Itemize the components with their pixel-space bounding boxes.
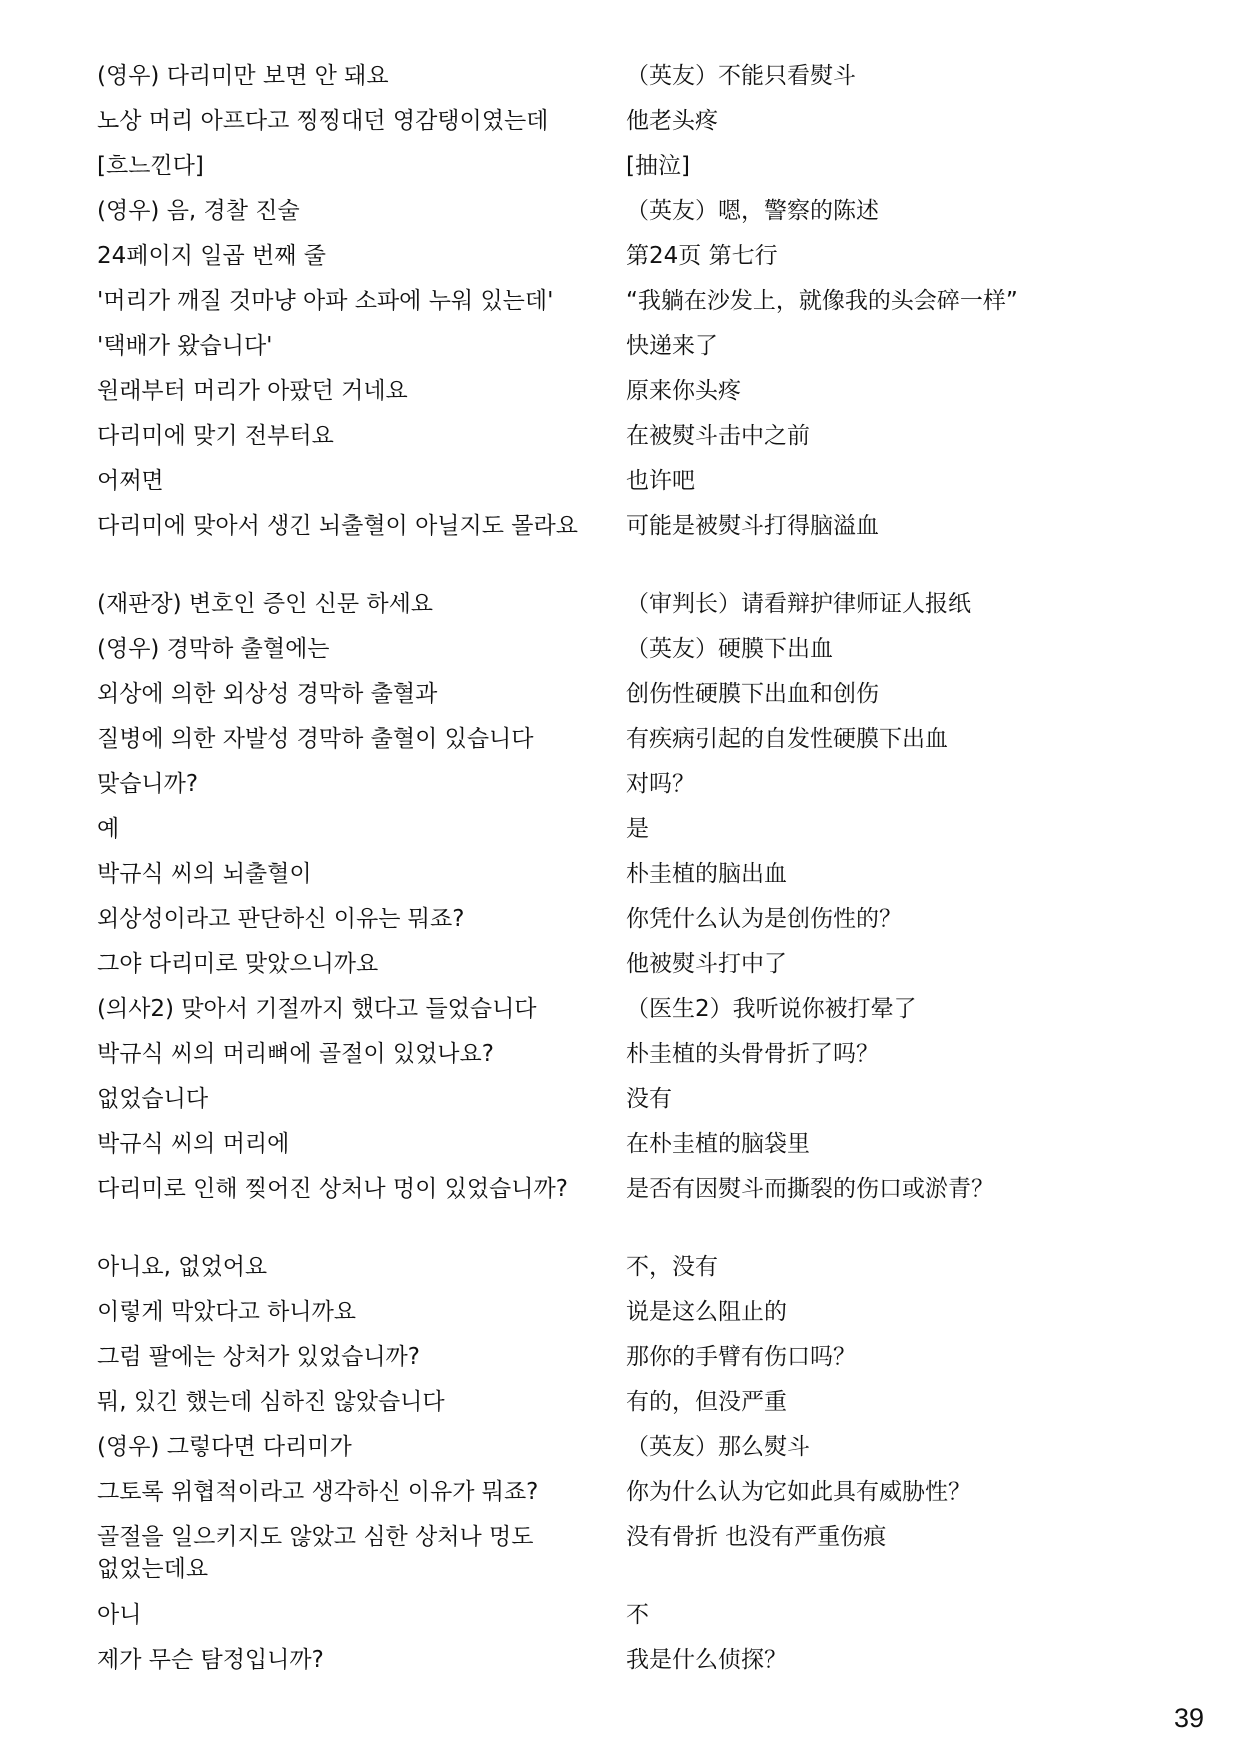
script-line: [97, 191, 1157, 236]
korean-line: 질병에 의한 자발성 경막하 출혈이 있습니다: [97, 726, 534, 752]
chinese-line: 对吗？: [626, 771, 695, 797]
script-line: [97, 461, 1157, 506]
korean-line: (영우) 그렇다면 다리미가: [97, 1434, 352, 1460]
chinese-line: 他被熨斗打中了: [626, 951, 787, 977]
script-line: [97, 584, 1157, 629]
script-line: [97, 101, 1157, 146]
korean-line: 아니: [97, 1602, 142, 1628]
chinese-line: 第24页 第七行: [626, 243, 778, 269]
korean-line: 예: [97, 816, 120, 842]
script-line: [97, 1247, 1157, 1292]
chinese-line: 有疾病引起的自发性硬膜下出血: [626, 726, 948, 752]
page-number: 39: [1173, 1703, 1204, 1733]
chinese-line: 快递来了: [626, 333, 718, 359]
korean-line: 그토록 위협적이라고 생각하신 이유가 뭐죠?: [97, 1479, 539, 1505]
korean-line: 아니요, 없었어요: [97, 1254, 268, 1280]
korean-line: 원래부터 머리가 아팠던 거네요: [97, 378, 408, 404]
korean-line: 박규식 씨의 머리뼈에 골절이 있었나요?: [97, 1041, 494, 1067]
script-line: [97, 1079, 1157, 1124]
chinese-line: 没有骨折 也没有严重伤痕: [626, 1524, 887, 1550]
korean-line: 그야 다리미로 맞았으니까요: [97, 951, 379, 977]
chinese-line: 我是什么侦探？: [626, 1647, 787, 1673]
chinese-line: （医生2）我听说你被打晕了: [626, 996, 917, 1022]
script-line: [97, 506, 1157, 584]
bilingual-script: [97, 56, 1157, 1685]
script-line: [97, 1517, 1157, 1595]
script-line: [97, 1124, 1157, 1169]
korean-line: '택배가 왔습니다': [97, 333, 273, 359]
script-line: [97, 416, 1157, 461]
script-line: [97, 1595, 1157, 1640]
chinese-line: 原来你头疼: [626, 378, 741, 404]
script-line: [97, 944, 1157, 989]
korean-line: 맞습니까?: [97, 771, 199, 797]
chinese-line: （审判长）请看辩护律师证人报纸: [626, 591, 971, 617]
korean-line: 제가 무슨 탐정입니까?: [97, 1647, 324, 1673]
script-line: [97, 1382, 1157, 1427]
korean-line: (영우) 경막하 출혈에는: [97, 636, 330, 662]
script-line: [97, 854, 1157, 899]
chinese-line: 不，没有: [626, 1254, 718, 1280]
script-line: [97, 1292, 1157, 1337]
script-line: [97, 1034, 1157, 1079]
chinese-line: （英友）不能只看熨斗: [626, 63, 856, 89]
korean-line: [흐느낀다]: [97, 153, 204, 179]
korean-line: 뭐, 있긴 했는데 심하진 않았습니다: [97, 1389, 445, 1415]
chinese-line: 朴圭植的头骨骨折了吗？: [626, 1041, 879, 1067]
script-line: [97, 326, 1157, 371]
script-line: [97, 281, 1157, 326]
chinese-line: [抽泣]: [626, 153, 690, 179]
korean-line: 그럼 팔에는 상처가 있었습니까?: [97, 1344, 420, 1370]
script-line: [97, 989, 1157, 1034]
chinese-line: 不: [626, 1602, 649, 1628]
chinese-line: 说是这么阻止的: [626, 1299, 787, 1325]
korean-line: (재판장) 변호인 증인 신문 하세요: [97, 591, 434, 617]
chinese-line: 是否有因熨斗而撕裂的伤口或淤青？: [626, 1176, 994, 1202]
korean-line: 이렇게 막았다고 하니까요: [97, 1299, 357, 1325]
chinese-line: 在被熨斗击中之前: [626, 423, 810, 449]
korean-line: 박규식 씨의 머리에: [97, 1131, 290, 1157]
korean-line: 노상 머리 아프다고 찡찡대던 영감탱이였는데: [97, 108, 549, 134]
chinese-line: 有的，但没严重: [626, 1389, 787, 1415]
korean-line: 외상성이라고 판단하신 이유는 뭐죠?: [97, 906, 465, 932]
korean-line: (영우) 다리미만 보면 안 돼요: [97, 63, 389, 89]
chinese-line: 是: [626, 816, 649, 842]
chinese-line: （英友）嗯，警察的陈述: [626, 198, 879, 224]
chinese-line: 他老头疼: [626, 108, 718, 134]
script-line: [97, 1337, 1157, 1382]
korean-line: 외상에 의한 외상성 경막하 출혈과: [97, 681, 438, 707]
script-line: [97, 719, 1157, 764]
script-line: [97, 146, 1157, 191]
script-line: [97, 674, 1157, 719]
chinese-line: 朴圭植的脑出血: [626, 861, 787, 887]
script-line: [97, 1640, 1157, 1685]
korean-line: 어쩌면: [97, 468, 164, 494]
script-line: [97, 899, 1157, 944]
chinese-line: 你为什么认为它如此具有威胁性？: [626, 1479, 971, 1505]
chinese-line: 那你的手臂有伤口吗？: [626, 1344, 856, 1370]
chinese-line: “我躺在沙发上，就像我的头会碎一样”: [626, 288, 1018, 314]
script-line: [97, 764, 1157, 809]
chinese-line: （英友）硬膜下出血: [626, 636, 833, 662]
chinese-line: 可能是被熨斗打得脑溢血: [626, 513, 879, 539]
script-line: [97, 809, 1157, 854]
chinese-line: 在朴圭植的脑袋里: [626, 1131, 810, 1157]
korean-line: 다리미에 맞아서 생긴 뇌출혈이 아닐지도 몰라요: [97, 513, 578, 539]
korean-line: 박규식 씨의 뇌출혈이: [97, 861, 312, 887]
chinese-line: （英友）那么熨斗: [626, 1434, 810, 1460]
chinese-line: 你凭什么认为是创伤性的？: [626, 906, 902, 932]
chinese-line: 也许吧: [626, 468, 695, 494]
korean-line: 골절을 일으키지도 않았고 심한 상처나 멍도 없었는데요: [97, 1524, 534, 1582]
korean-line: (의사2) 맞아서 기절까지 했다고 들었습니다: [97, 996, 537, 1022]
chinese-line: 创伤性硬膜下出血和创伤: [626, 681, 879, 707]
script-line: [97, 56, 1157, 101]
korean-line: 24페이지 일곱 번째 줄: [97, 243, 326, 269]
korean-line: 다리미에 맞기 전부터요: [97, 423, 334, 449]
script-line: [97, 371, 1157, 416]
chinese-line: 没有: [626, 1086, 672, 1112]
korean-line: 다리미로 인해 찢어진 상처나 멍이 있었습니까?: [97, 1176, 568, 1202]
script-line: [97, 1169, 1157, 1247]
script-line: [97, 1472, 1157, 1517]
korean-line: (영우) 음, 경찰 진술: [97, 198, 300, 224]
korean-line: 없었습니다: [97, 1086, 209, 1112]
script-line: [97, 236, 1157, 281]
script-line: [97, 629, 1157, 674]
script-line: [97, 1427, 1157, 1472]
korean-line: '머리가 깨질 것마냥 아파 소파에 누워 있는데': [97, 288, 554, 314]
